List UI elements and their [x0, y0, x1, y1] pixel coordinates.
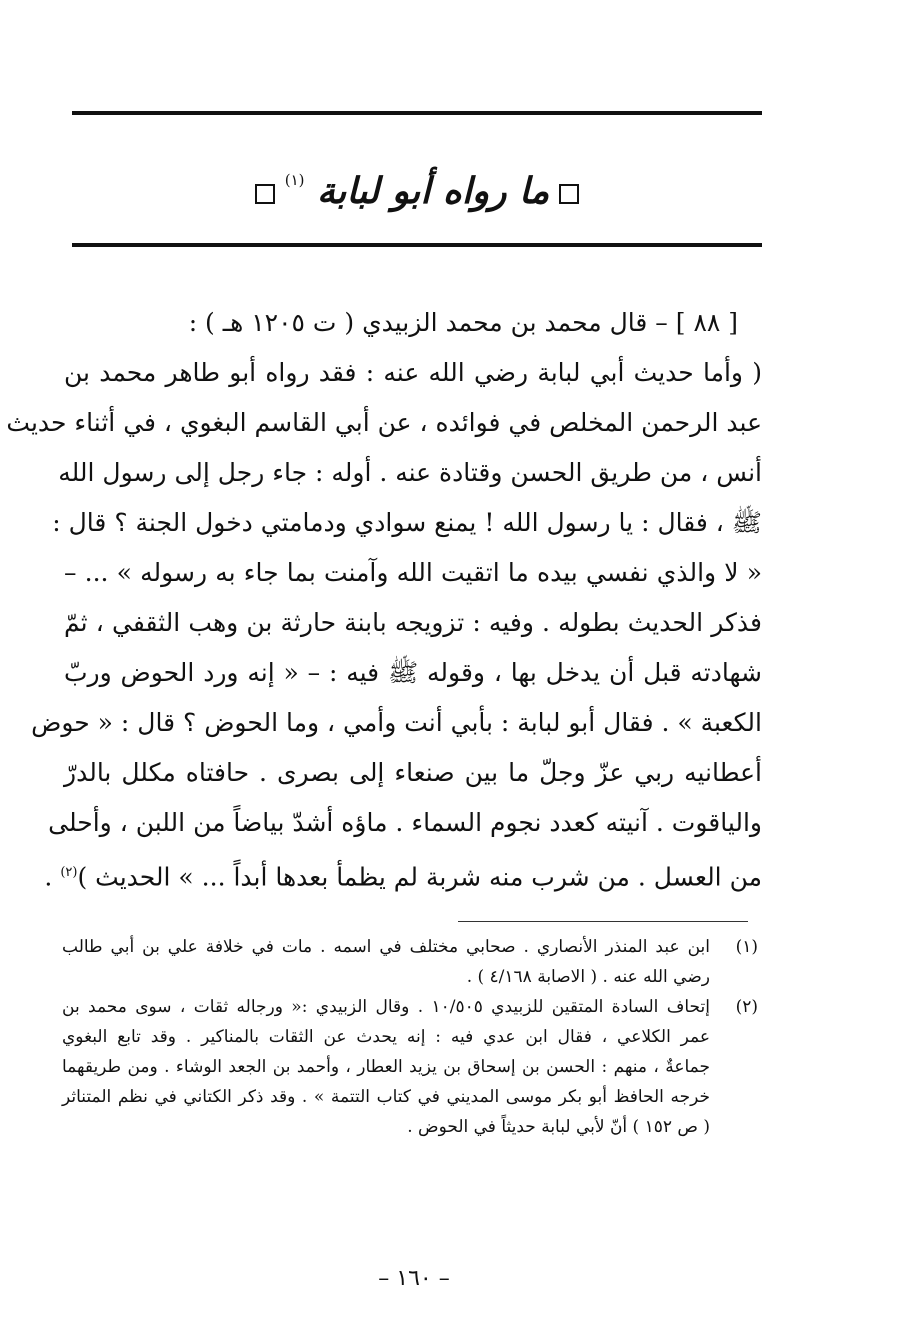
main-text [6, 298, 762, 898]
page-number: – ١٦٠ – [378, 1266, 450, 1291]
title-box-ornament-left [255, 184, 275, 204]
text-line: أنس ، من طريق الحسن وقتادة عنه . أوله : جاء رجل إلى رسول الله [58, 458, 762, 487]
text-line: فذكر الحديث بطوله . وفيه : تزويجه بابنة حارثة بن وهب الثقفي ، ثمّ [64, 608, 762, 637]
text-line: شهادته قبل أن يدخل بها ، وقوله ﷺ فيه : – « إنه ورد الحوض وربّ [64, 658, 762, 687]
footnote-line: عمر الكلاعي ، فقال ابن عدي فيه : إنه يحدث عن الثقات بالمناكير . وقد تابع البغوي [62, 1027, 710, 1047]
text-line: ﷺ ، فقال : يا رسول الله ! يمنع سوادي ودمامتي دخول الجنة ؟ قال : [52, 508, 762, 537]
footnote-1-number: (١) [735, 937, 758, 957]
text-line: الكعبة » . فقال أبو لبابة : بأبي أنت وأمي ، وما الحوض ؟ قال : « حوض [31, 708, 762, 737]
title-box-ornament-right [559, 184, 579, 204]
footnote-2 [62, 992, 758, 1022]
footnote-line: ( ص ١٥٢ ) أنّ لأبي لبابة حديثاً في الحوض . [407, 1117, 710, 1137]
title-footnote-ref[interactable]: (١) [284, 171, 305, 189]
footnote-line: ابن عبد المنذر الأنصاري . صحابي مختلف في اسمه . مات في خلافة علي بن أبي طالب [62, 937, 710, 957]
footnote-line: جماعةٌ ، منهم : الحسن بن إسحاق بن يزيد العطار ، وأحمد بن الجعد الوشاء . ومن طريقهما [62, 1057, 710, 1077]
footnote-line: رضي الله عنه . ( الاصابة ٤/١٦٨ ) . [466, 967, 710, 987]
text-line: والياقوت . آنيته كعدد نجوم السماء . ماؤه أشدّ بياضاً من اللبن ، وأحلى [48, 808, 762, 837]
text-line: ( وأما حديث أبي لبابة رضي الله عنه : فقد رواه أبو طاهر محمد بن [64, 358, 762, 387]
footnote-2-number: (٢) [735, 997, 758, 1017]
footnote-separator [458, 921, 748, 922]
text-line: « لا والذي نفسي بيده ما اتقيت الله وآمنت بما جاء به رسوله » ... – [64, 558, 762, 587]
text-line: [ ٨٨ ] – قال محمد بن محمد الزبيدي ( ت ١٢٠٥ هـ ) : [188, 308, 738, 337]
header-rule-bottom [72, 243, 762, 247]
footnote-1 [62, 932, 758, 962]
text-line: أعطانيه ربي عزّ وجلّ ما بين صنعاء إلى بصرى . حافتاه مكلل بالدرّ [64, 758, 762, 787]
text-line-last-period: . [44, 862, 53, 892]
chapter-title-text: ما رواه أبو لبابة [317, 170, 550, 212]
text-line: عبد الرحمن المخلص في فوائده ، عن أبي القاسم البغوي ، في أثناء حديث [6, 408, 762, 437]
text-line-last-content: من العسل . من شرب منه شربة لم يظمأ بعدها أبداً ... » الحديث ) [77, 862, 762, 892]
chapter-title [72, 150, 762, 210]
body-footnote-ref[interactable]: (٢) [60, 865, 78, 880]
footnotes [62, 932, 758, 1142]
footnote-line: إتحاف السادة المتقين للزبيدي ١٠/٥٠٥ . وقال الزبيدي :« ورجاله ثقات ، سوى محمد بن [62, 997, 710, 1017]
footnote-line: خرجه الحافظ أبو بكر موسى المديني في كتاب التتمة » . وقد ذكر الكتاني في نظم المتناثر [62, 1087, 710, 1107]
text-line-last [44, 848, 762, 898]
header-rule-top [72, 111, 762, 115]
